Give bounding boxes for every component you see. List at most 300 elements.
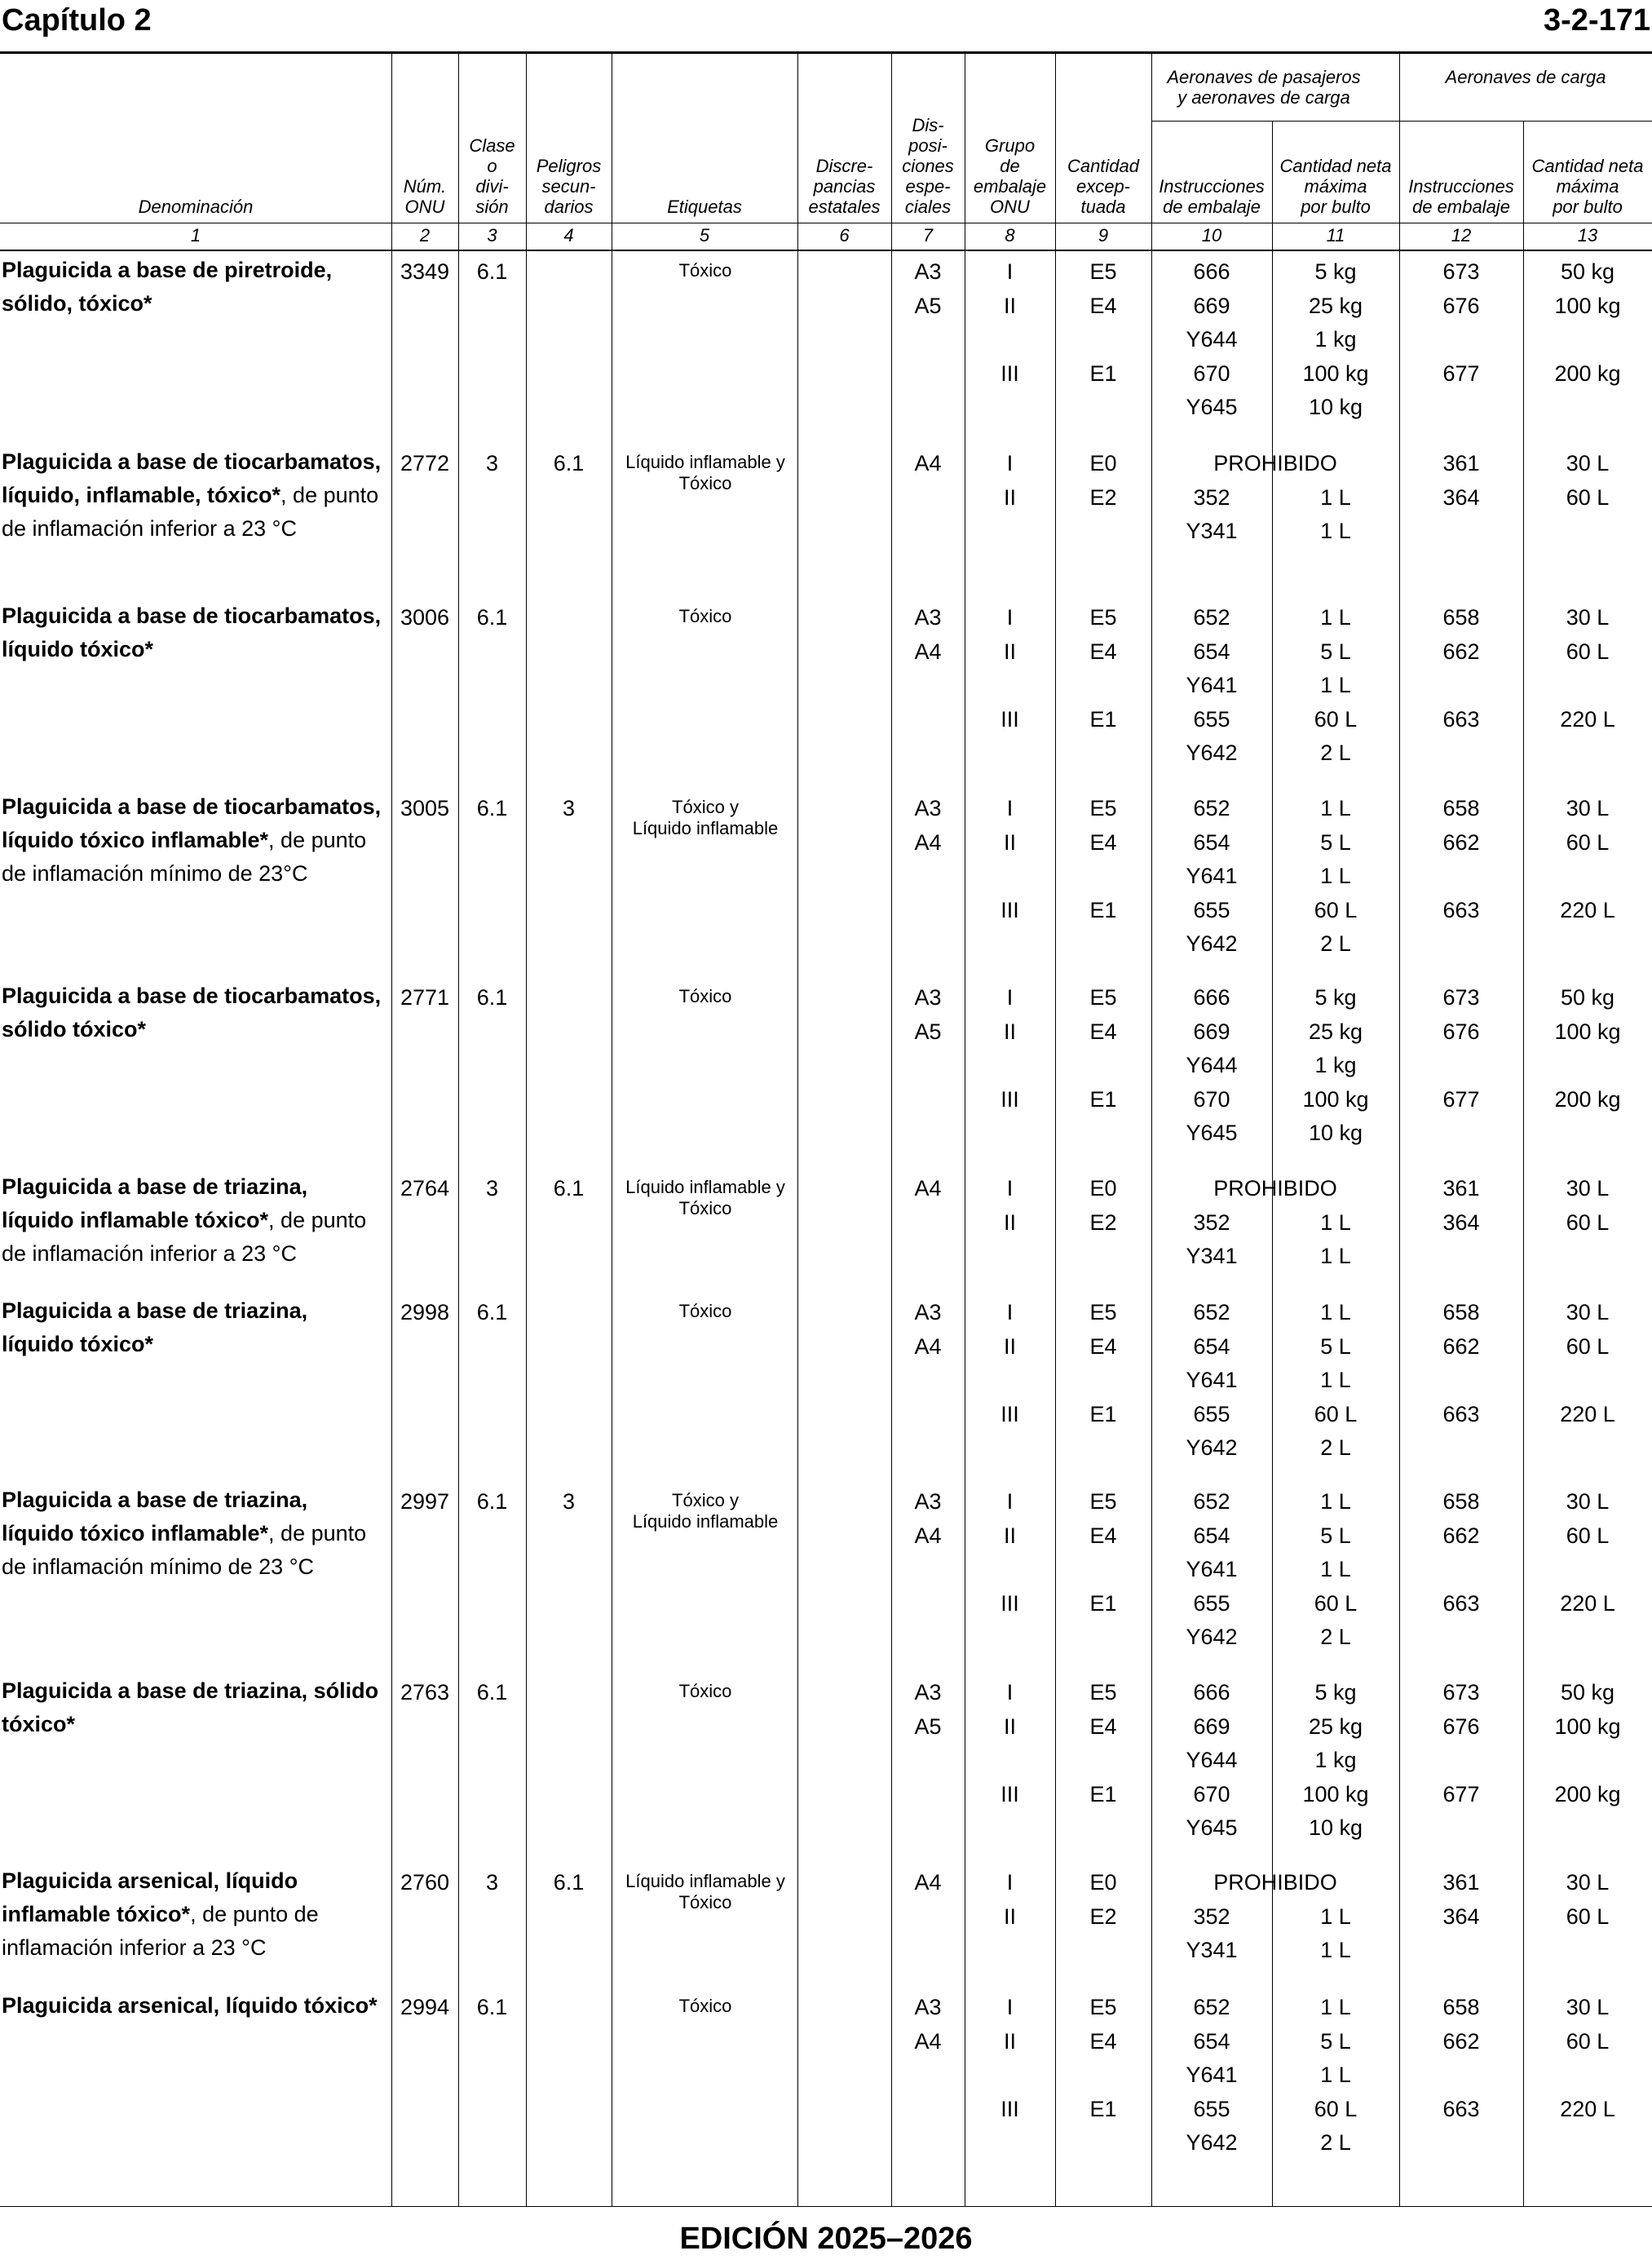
cargo-packing-instruction: 676 (1442, 1713, 1480, 1739)
column-number: 5 (699, 225, 710, 245)
passenger-max-quantity: 1 L (1320, 1209, 1351, 1235)
hazard-class: 3 (485, 1176, 499, 1201)
entry-name-bold: Plaguicida a base de triazina, líquido inflamable tóxico* (2, 1174, 308, 1232)
passenger-packing-instruction: Y645 (1186, 1815, 1238, 1840)
packing-group: III (1000, 1401, 1019, 1426)
entry-name-bold: Plaguicida arsenical, líquido tóxico* (2, 1993, 378, 2018)
passenger-packing-instruction: 669 (1193, 293, 1230, 318)
passenger-max-quantity: 2 L (1320, 2130, 1351, 2155)
packing-group: II (1003, 1713, 1016, 1739)
cargo-max-quantity: 60 L (1566, 1523, 1610, 1548)
passenger-packing-instruction: Y642 (1186, 2130, 1238, 2155)
cargo-packing-instruction: 364 (1442, 1904, 1480, 1929)
passenger-max-quantity: 60 L (1314, 1590, 1358, 1616)
passenger-max-quantity: 1 L (1320, 796, 1351, 820)
passenger-packing-instruction: 666 (1193, 1680, 1230, 1705)
cargo-packing-instruction: 658 (1442, 605, 1480, 630)
forbidden-label: PROHIBIDO (1213, 451, 1337, 475)
cargo-packing-instruction: 361 (1442, 1870, 1480, 1895)
cargo-packing-instruction: 361 (1442, 1176, 1480, 1201)
passenger-packing-instruction: Y642 (1186, 741, 1238, 765)
special-provision: A4 (914, 1870, 942, 1895)
cargo-packing-instruction: 663 (1442, 1590, 1480, 1616)
passenger-packing-instruction: Y644 (1186, 1748, 1238, 1772)
passenger-packing-instruction: 670 (1193, 360, 1230, 386)
passenger-max-quantity: 1 kg (1314, 1748, 1357, 1772)
un-number: 3006 (400, 605, 450, 630)
passenger-packing-instruction: 654 (1193, 1523, 1230, 1548)
passenger-packing-instruction: Y645 (1186, 395, 1238, 419)
excepted-quantity: E5 (1089, 1995, 1117, 2019)
packing-group: I (1006, 1176, 1014, 1201)
passenger-max-quantity: 1 L (1320, 1557, 1351, 1581)
column-number: 7 (922, 225, 934, 245)
column-number: 12 (1451, 225, 1472, 245)
group-header-rule (1151, 121, 1652, 122)
entry-name-bold: Plaguicida a base de tiocarbamatos, líquido, inflamable, tóxico* (2, 449, 382, 507)
column-header: Cantidad excep- tuada (1067, 156, 1140, 217)
special-provision: A4 (914, 1333, 942, 1359)
cargo-packing-instruction: 663 (1442, 1401, 1480, 1426)
excepted-quantity: E4 (1089, 1713, 1117, 1739)
cargo-max-quantity: 30 L (1566, 451, 1610, 475)
passenger-packing-instruction: 652 (1193, 1300, 1230, 1324)
entry-name (2, 1674, 385, 1741)
special-provision: A3 (914, 1680, 942, 1705)
packing-group: I (1006, 985, 1014, 1010)
column-number: 2 (419, 225, 431, 245)
excepted-quantity: E1 (1089, 706, 1117, 732)
special-provision: A3 (914, 1489, 942, 1514)
hazard-class: 6.1 (476, 1300, 508, 1324)
excepted-quantity: E1 (1089, 897, 1117, 922)
passenger-packing-instruction: 670 (1193, 1781, 1230, 1806)
column-number: 3 (487, 225, 497, 245)
cargo-max-quantity: 60 L (1566, 1904, 1610, 1929)
special-provision: A3 (914, 259, 942, 284)
column-number: 8 (1005, 225, 1015, 245)
passenger-max-quantity: 1 L (1320, 1995, 1351, 2019)
passenger-packing-instruction: Y644 (1186, 1053, 1238, 1077)
column-header: Discre- pancias estatales (808, 156, 881, 217)
packing-group: I (1006, 1300, 1014, 1324)
subsidiary-hazard: 3 (562, 1489, 576, 1514)
hazard-class: 3 (485, 1870, 499, 1895)
subsidiary-hazard: 3 (562, 796, 576, 820)
excepted-quantity: E2 (1089, 1209, 1117, 1235)
passenger-packing-instruction: Y641 (1186, 1368, 1238, 1392)
passenger-max-quantity: 25 kg (1308, 293, 1363, 318)
hazard-class: 6.1 (476, 605, 508, 630)
special-provision: A4 (914, 451, 942, 475)
passenger-max-quantity: 1 L (1320, 1244, 1351, 1268)
special-provision: A4 (914, 829, 942, 855)
edition-footer: EDICIÓN 2025–2026 (679, 2222, 973, 2256)
entry-name-bold: Plaguicida a base de piretroide, sólido, tóxico* (2, 258, 333, 316)
un-number: 2763 (400, 1680, 450, 1705)
entry-name-bold: Plaguicida arsenical, líquido inflamable tóxico* (2, 1868, 298, 1926)
cargo-packing-instruction: 676 (1442, 293, 1480, 318)
group-header-cargo: Aeronaves de carga (1445, 67, 1606, 87)
special-provision: A4 (914, 2028, 942, 2054)
passenger-max-quantity: 5 L (1320, 1333, 1351, 1359)
column-number: 4 (563, 225, 574, 245)
column-number: 13 (1577, 225, 1598, 245)
packing-group: I (1006, 1995, 1014, 2019)
special-provision: A5 (914, 293, 942, 318)
passenger-max-quantity: 1 L (1320, 864, 1351, 888)
passenger-max-quantity: 1 L (1320, 1904, 1351, 1929)
entry-name (2, 1170, 385, 1271)
cargo-max-quantity: 200 kg (1554, 360, 1621, 386)
hazard-labels: Tóxico (678, 260, 732, 281)
column-header: Grupo de embalaje ONU (973, 135, 1047, 217)
passenger-packing-instruction: Y641 (1186, 864, 1238, 888)
packing-group: I (1006, 605, 1014, 630)
excepted-quantity: E0 (1089, 1176, 1117, 1201)
passenger-max-quantity: 1 L (1320, 605, 1351, 630)
passenger-packing-instruction: 654 (1193, 639, 1230, 664)
hazard-labels: Tóxico y Líquido inflamable (632, 797, 779, 838)
packing-group: II (1003, 484, 1016, 510)
hazard-labels: Tóxico (678, 986, 732, 1006)
cargo-max-quantity: 220 L (1560, 897, 1615, 922)
forbidden-label: PROHIBIDO (1213, 1870, 1337, 1895)
passenger-max-quantity: 1 L (1320, 673, 1351, 697)
hazard-labels: Líquido inflamable y Tóxico (625, 1871, 785, 1912)
column-header: Denominación (138, 197, 254, 217)
passenger-max-quantity: 2 L (1320, 931, 1351, 956)
special-provision: A3 (914, 1995, 942, 2019)
cargo-max-quantity: 30 L (1566, 796, 1610, 820)
passenger-packing-instruction: Y644 (1186, 327, 1238, 352)
cargo-packing-instruction: 673 (1442, 1680, 1480, 1705)
cargo-max-quantity: 30 L (1566, 1300, 1610, 1324)
passenger-max-quantity: 10 kg (1308, 395, 1363, 419)
packing-group: II (1003, 829, 1016, 855)
hazard-labels: Tóxico (678, 1301, 732, 1321)
entry-name-bold: Plaguicida a base de tiocarbamatos, líquido tóxico* (2, 604, 382, 661)
header-rule (0, 51, 1652, 54)
column-header: Instrucciones de embalaje (1159, 176, 1265, 217)
cargo-max-quantity: 200 kg (1554, 1086, 1621, 1112)
un-number: 3005 (400, 796, 450, 820)
passenger-max-quantity: 5 kg (1314, 1680, 1357, 1705)
page-number: 3-2-171 (1544, 3, 1650, 38)
column-number: 9 (1098, 225, 1109, 245)
subsidiary-hazard: 6.1 (553, 1870, 585, 1895)
column-header: Dis- posi- ciones espe- ciales (902, 115, 954, 217)
cargo-packing-instruction: 364 (1442, 1209, 1480, 1235)
un-number: 2997 (400, 1489, 450, 1514)
cargo-max-quantity: 30 L (1566, 1176, 1610, 1201)
excepted-quantity: E5 (1089, 1489, 1117, 1514)
special-provision: A3 (914, 605, 942, 630)
cargo-max-quantity: 50 kg (1560, 1680, 1615, 1705)
passenger-max-quantity: 1 L (1320, 1489, 1351, 1514)
cargo-packing-instruction: 677 (1442, 1781, 1480, 1806)
excepted-quantity: E1 (1089, 1590, 1117, 1616)
packing-group: III (1000, 1590, 1019, 1616)
excepted-quantity: E4 (1089, 1523, 1117, 1548)
special-provision: A3 (914, 1300, 942, 1324)
entry-name (2, 979, 385, 1046)
un-number: 2994 (400, 1995, 450, 2019)
entry-name (2, 599, 385, 666)
passenger-packing-instruction: 655 (1193, 706, 1230, 732)
passenger-max-quantity: 5 L (1320, 1523, 1351, 1548)
cargo-packing-instruction: 663 (1442, 2096, 1480, 2121)
cargo-max-quantity: 60 L (1566, 2028, 1610, 2054)
cargo-max-quantity: 30 L (1566, 1995, 1610, 2019)
passenger-packing-instruction: Y642 (1186, 1435, 1238, 1460)
cargo-max-quantity: 220 L (1560, 706, 1615, 732)
cargo-packing-instruction: 364 (1442, 484, 1480, 510)
column-header: Clase o divi- sión (469, 135, 515, 217)
group-header-passenger: Aeronaves de pasajeros y aeronaves de carga (1167, 67, 1361, 108)
entry-name-qualifier: , de punto de inflamación mínimo de 23°C (2, 828, 367, 886)
passenger-max-quantity: 1 L (1320, 1368, 1351, 1392)
cargo-max-quantity: 60 L (1566, 1209, 1610, 1235)
hazard-class: 6.1 (476, 796, 508, 820)
cargo-packing-instruction: 663 (1442, 897, 1480, 922)
special-provision: A3 (914, 796, 942, 820)
cargo-max-quantity: 60 L (1566, 1333, 1610, 1359)
entry-name-qualifier: , de punto de inflamación inferior a 23 °C (2, 1208, 367, 1266)
excepted-quantity: E4 (1089, 829, 1117, 855)
cargo-packing-instruction: 658 (1442, 796, 1480, 820)
passenger-max-quantity: 10 kg (1308, 1815, 1363, 1840)
cargo-packing-instruction: 662 (1442, 2028, 1480, 2054)
cargo-packing-instruction: 662 (1442, 1333, 1480, 1359)
excepted-quantity: E1 (1089, 1086, 1117, 1112)
passenger-max-quantity: 5 L (1320, 639, 1351, 664)
excepted-quantity: E4 (1089, 293, 1117, 318)
entry-name (2, 1864, 385, 1965)
entry-name-bold: Plaguicida a base de triazina, líquido tóxico inflamable* (2, 1488, 308, 1545)
passenger-packing-instruction: Y641 (1186, 673, 1238, 697)
hazard-labels: Líquido inflamable y Tóxico (625, 452, 785, 493)
passenger-packing-instruction: Y341 (1186, 519, 1238, 543)
column-header: Núm. ONU (403, 176, 447, 217)
column-number: 6 (839, 225, 850, 245)
excepted-quantity: E4 (1089, 1019, 1117, 1044)
packing-group: III (1000, 897, 1019, 922)
special-provision: A5 (914, 1019, 942, 1044)
passenger-packing-instruction: 669 (1193, 1019, 1230, 1044)
excepted-quantity: E4 (1089, 1333, 1117, 1359)
cargo-max-quantity: 100 kg (1554, 293, 1621, 318)
cargo-packing-instruction: 676 (1442, 1019, 1480, 1044)
passenger-packing-instruction: 666 (1193, 259, 1230, 284)
cargo-packing-instruction: 677 (1442, 360, 1480, 386)
passenger-packing-instruction: 655 (1193, 1401, 1230, 1426)
passenger-packing-instruction: Y645 (1186, 1121, 1238, 1145)
passenger-max-quantity: 100 kg (1302, 360, 1369, 386)
passenger-max-quantity: 5 kg (1314, 259, 1357, 284)
packing-group: II (1003, 2028, 1016, 2054)
special-provision: A4 (914, 639, 942, 664)
packing-group: I (1006, 1489, 1014, 1514)
special-provision: A4 (914, 1523, 942, 1548)
hazard-labels: Tóxico (678, 1681, 732, 1701)
entry-name-bold: Plaguicida a base de triazina, sólido tóxico* (2, 1678, 379, 1736)
passenger-max-quantity: 1 L (1320, 1938, 1351, 1962)
passenger-packing-instruction: 655 (1193, 2096, 1230, 2121)
excepted-quantity: E1 (1089, 1781, 1117, 1806)
cargo-packing-instruction: 658 (1442, 1489, 1480, 1514)
column-number: 1 (190, 225, 201, 245)
cargo-max-quantity: 50 kg (1560, 985, 1615, 1010)
hazard-class: 6.1 (476, 1489, 508, 1514)
cargo-packing-instruction: 673 (1442, 985, 1480, 1010)
passenger-packing-instruction: 654 (1193, 829, 1230, 855)
cargo-packing-instruction: 658 (1442, 1995, 1480, 2019)
cargo-packing-instruction: 662 (1442, 639, 1480, 664)
column-number: 11 (1326, 225, 1345, 245)
packing-group: II (1003, 1019, 1016, 1044)
packing-group: I (1006, 451, 1014, 475)
passenger-packing-instruction: 352 (1193, 484, 1230, 510)
special-provision: A4 (914, 1176, 942, 1201)
excepted-quantity: E1 (1089, 1401, 1117, 1426)
passenger-packing-instruction: Y341 (1186, 1244, 1238, 1268)
passenger-packing-instruction: 666 (1193, 985, 1230, 1010)
hazard-class: 6.1 (476, 1995, 508, 2019)
passenger-max-quantity: 60 L (1314, 2096, 1358, 2121)
footer-rule (0, 2206, 1652, 2207)
excepted-quantity: E5 (1089, 796, 1117, 820)
hazard-class: 3 (485, 451, 499, 475)
cargo-max-quantity: 30 L (1566, 1489, 1610, 1514)
entry-name (2, 1294, 385, 1361)
passenger-packing-instruction: 670 (1193, 1086, 1230, 1112)
special-provision: A5 (914, 1713, 942, 1739)
excepted-quantity: E5 (1089, 1680, 1117, 1705)
excepted-quantity: E1 (1089, 360, 1117, 386)
entry-name (2, 790, 385, 891)
entry-name-bold: Plaguicida a base de triazina, líquido tóxico* (2, 1298, 308, 1356)
passenger-max-quantity: 100 kg (1302, 1086, 1369, 1112)
cargo-packing-instruction: 662 (1442, 829, 1480, 855)
passenger-packing-instruction: Y641 (1186, 1557, 1238, 1581)
packing-group: III (1000, 706, 1019, 732)
excepted-quantity: E2 (1089, 1904, 1117, 1929)
entry-name-qualifier: , de punto de inflamación mínimo de 23 °C (2, 1521, 367, 1579)
entry-name (2, 254, 385, 321)
cargo-max-quantity: 60 L (1566, 484, 1610, 510)
passenger-packing-instruction: Y642 (1186, 1625, 1238, 1649)
cargo-max-quantity: 30 L (1566, 605, 1610, 630)
cargo-packing-instruction: 663 (1442, 706, 1480, 732)
packing-group: III (1000, 1781, 1019, 1806)
packing-group: I (1006, 1870, 1014, 1895)
excepted-quantity: E4 (1089, 639, 1117, 664)
cargo-max-quantity: 100 kg (1554, 1019, 1621, 1044)
cargo-max-quantity: 60 L (1566, 639, 1610, 664)
passenger-max-quantity: 60 L (1314, 706, 1358, 732)
cargo-packing-instruction: 662 (1442, 1523, 1480, 1548)
entry-name-bold: Plaguicida a base de tiocarbamatos, sólido tóxico* (2, 984, 382, 1041)
passenger-packing-instruction: 652 (1193, 1489, 1230, 1514)
passenger-packing-instruction: Y642 (1186, 931, 1238, 956)
passenger-max-quantity: 1 L (1320, 2063, 1351, 2087)
hazard-labels: Líquido inflamable y Tóxico (625, 1177, 785, 1218)
cargo-max-quantity: 60 L (1566, 829, 1610, 855)
passenger-max-quantity: 2 L (1320, 1625, 1351, 1649)
passenger-packing-instruction: 655 (1193, 1590, 1230, 1616)
passenger-max-quantity: 2 L (1320, 741, 1351, 765)
entry-name (2, 1989, 385, 2023)
column-header: Cantidad neta máxima por bulto (1279, 156, 1392, 217)
hazard-labels: Tóxico (678, 606, 732, 626)
packing-group: I (1006, 796, 1014, 820)
excepted-quantity: E5 (1089, 259, 1117, 284)
passenger-packing-instruction: 655 (1193, 897, 1230, 922)
passenger-max-quantity: 5 L (1320, 829, 1351, 855)
packing-group: III (1000, 360, 1019, 386)
subsidiary-hazard: 6.1 (553, 451, 585, 475)
passenger-packing-instruction: 352 (1193, 1904, 1230, 1929)
excepted-quantity: E0 (1089, 451, 1117, 475)
packing-group: II (1003, 1209, 1016, 1235)
cargo-max-quantity: 220 L (1560, 1590, 1615, 1616)
cargo-packing-instruction: 361 (1442, 451, 1480, 475)
excepted-quantity: E1 (1089, 2096, 1117, 2121)
entry-name-bold: Plaguicida a base de tiocarbamatos, líquido tóxico inflamable* (2, 794, 382, 852)
passenger-max-quantity: 25 kg (1308, 1019, 1363, 1044)
passenger-packing-instruction: 654 (1193, 1333, 1230, 1359)
un-number: 2760 (400, 1870, 450, 1895)
hazard-labels: Tóxico (678, 1996, 732, 2016)
cargo-packing-instruction: 658 (1442, 1300, 1480, 1324)
passenger-max-quantity: 1 kg (1314, 1053, 1357, 1077)
entry-name-qualifier: , de punto de inflamación inferior a 23 °C (2, 483, 379, 541)
cargo-packing-instruction: 673 (1442, 259, 1480, 284)
column-number-rule (0, 250, 1652, 251)
un-number: 3349 (400, 259, 450, 284)
column-header: Etiquetas (667, 197, 742, 217)
un-number: 2771 (400, 985, 450, 1010)
packing-group: I (1006, 1680, 1014, 1705)
passenger-max-quantity: 1 L (1320, 519, 1351, 543)
packing-group: II (1003, 639, 1016, 664)
passenger-packing-instruction: 654 (1193, 2028, 1230, 2054)
passenger-max-quantity: 1 kg (1314, 327, 1357, 352)
column-number: 10 (1201, 225, 1222, 245)
cargo-max-quantity: 220 L (1560, 1401, 1615, 1426)
passenger-max-quantity: 1 L (1320, 484, 1351, 510)
excepted-quantity: E5 (1089, 985, 1117, 1010)
un-number: 2764 (400, 1176, 450, 1201)
passenger-max-quantity: 5 kg (1314, 985, 1357, 1010)
un-number: 2998 (400, 1300, 450, 1324)
entry-name-qualifier: , de punto de inflamación inferior a 23 °C (2, 1902, 319, 1960)
passenger-max-quantity: 10 kg (1308, 1121, 1363, 1145)
forbidden-label: PROHIBIDO (1213, 1176, 1337, 1201)
passenger-max-quantity: 60 L (1314, 897, 1358, 922)
excepted-quantity: E5 (1089, 605, 1117, 630)
column-header: Cantidad neta máxima por bulto (1531, 156, 1644, 217)
hazard-labels: Tóxico y Líquido inflamable (632, 1490, 779, 1532)
cargo-max-quantity: 200 kg (1554, 1781, 1621, 1806)
passenger-packing-instruction: 352 (1193, 1209, 1230, 1235)
passenger-packing-instruction: 669 (1193, 1713, 1230, 1739)
special-provision: A3 (914, 985, 942, 1010)
passenger-packing-instruction: 652 (1193, 605, 1230, 630)
packing-group: III (1000, 1086, 1019, 1112)
cargo-max-quantity: 50 kg (1560, 259, 1615, 284)
